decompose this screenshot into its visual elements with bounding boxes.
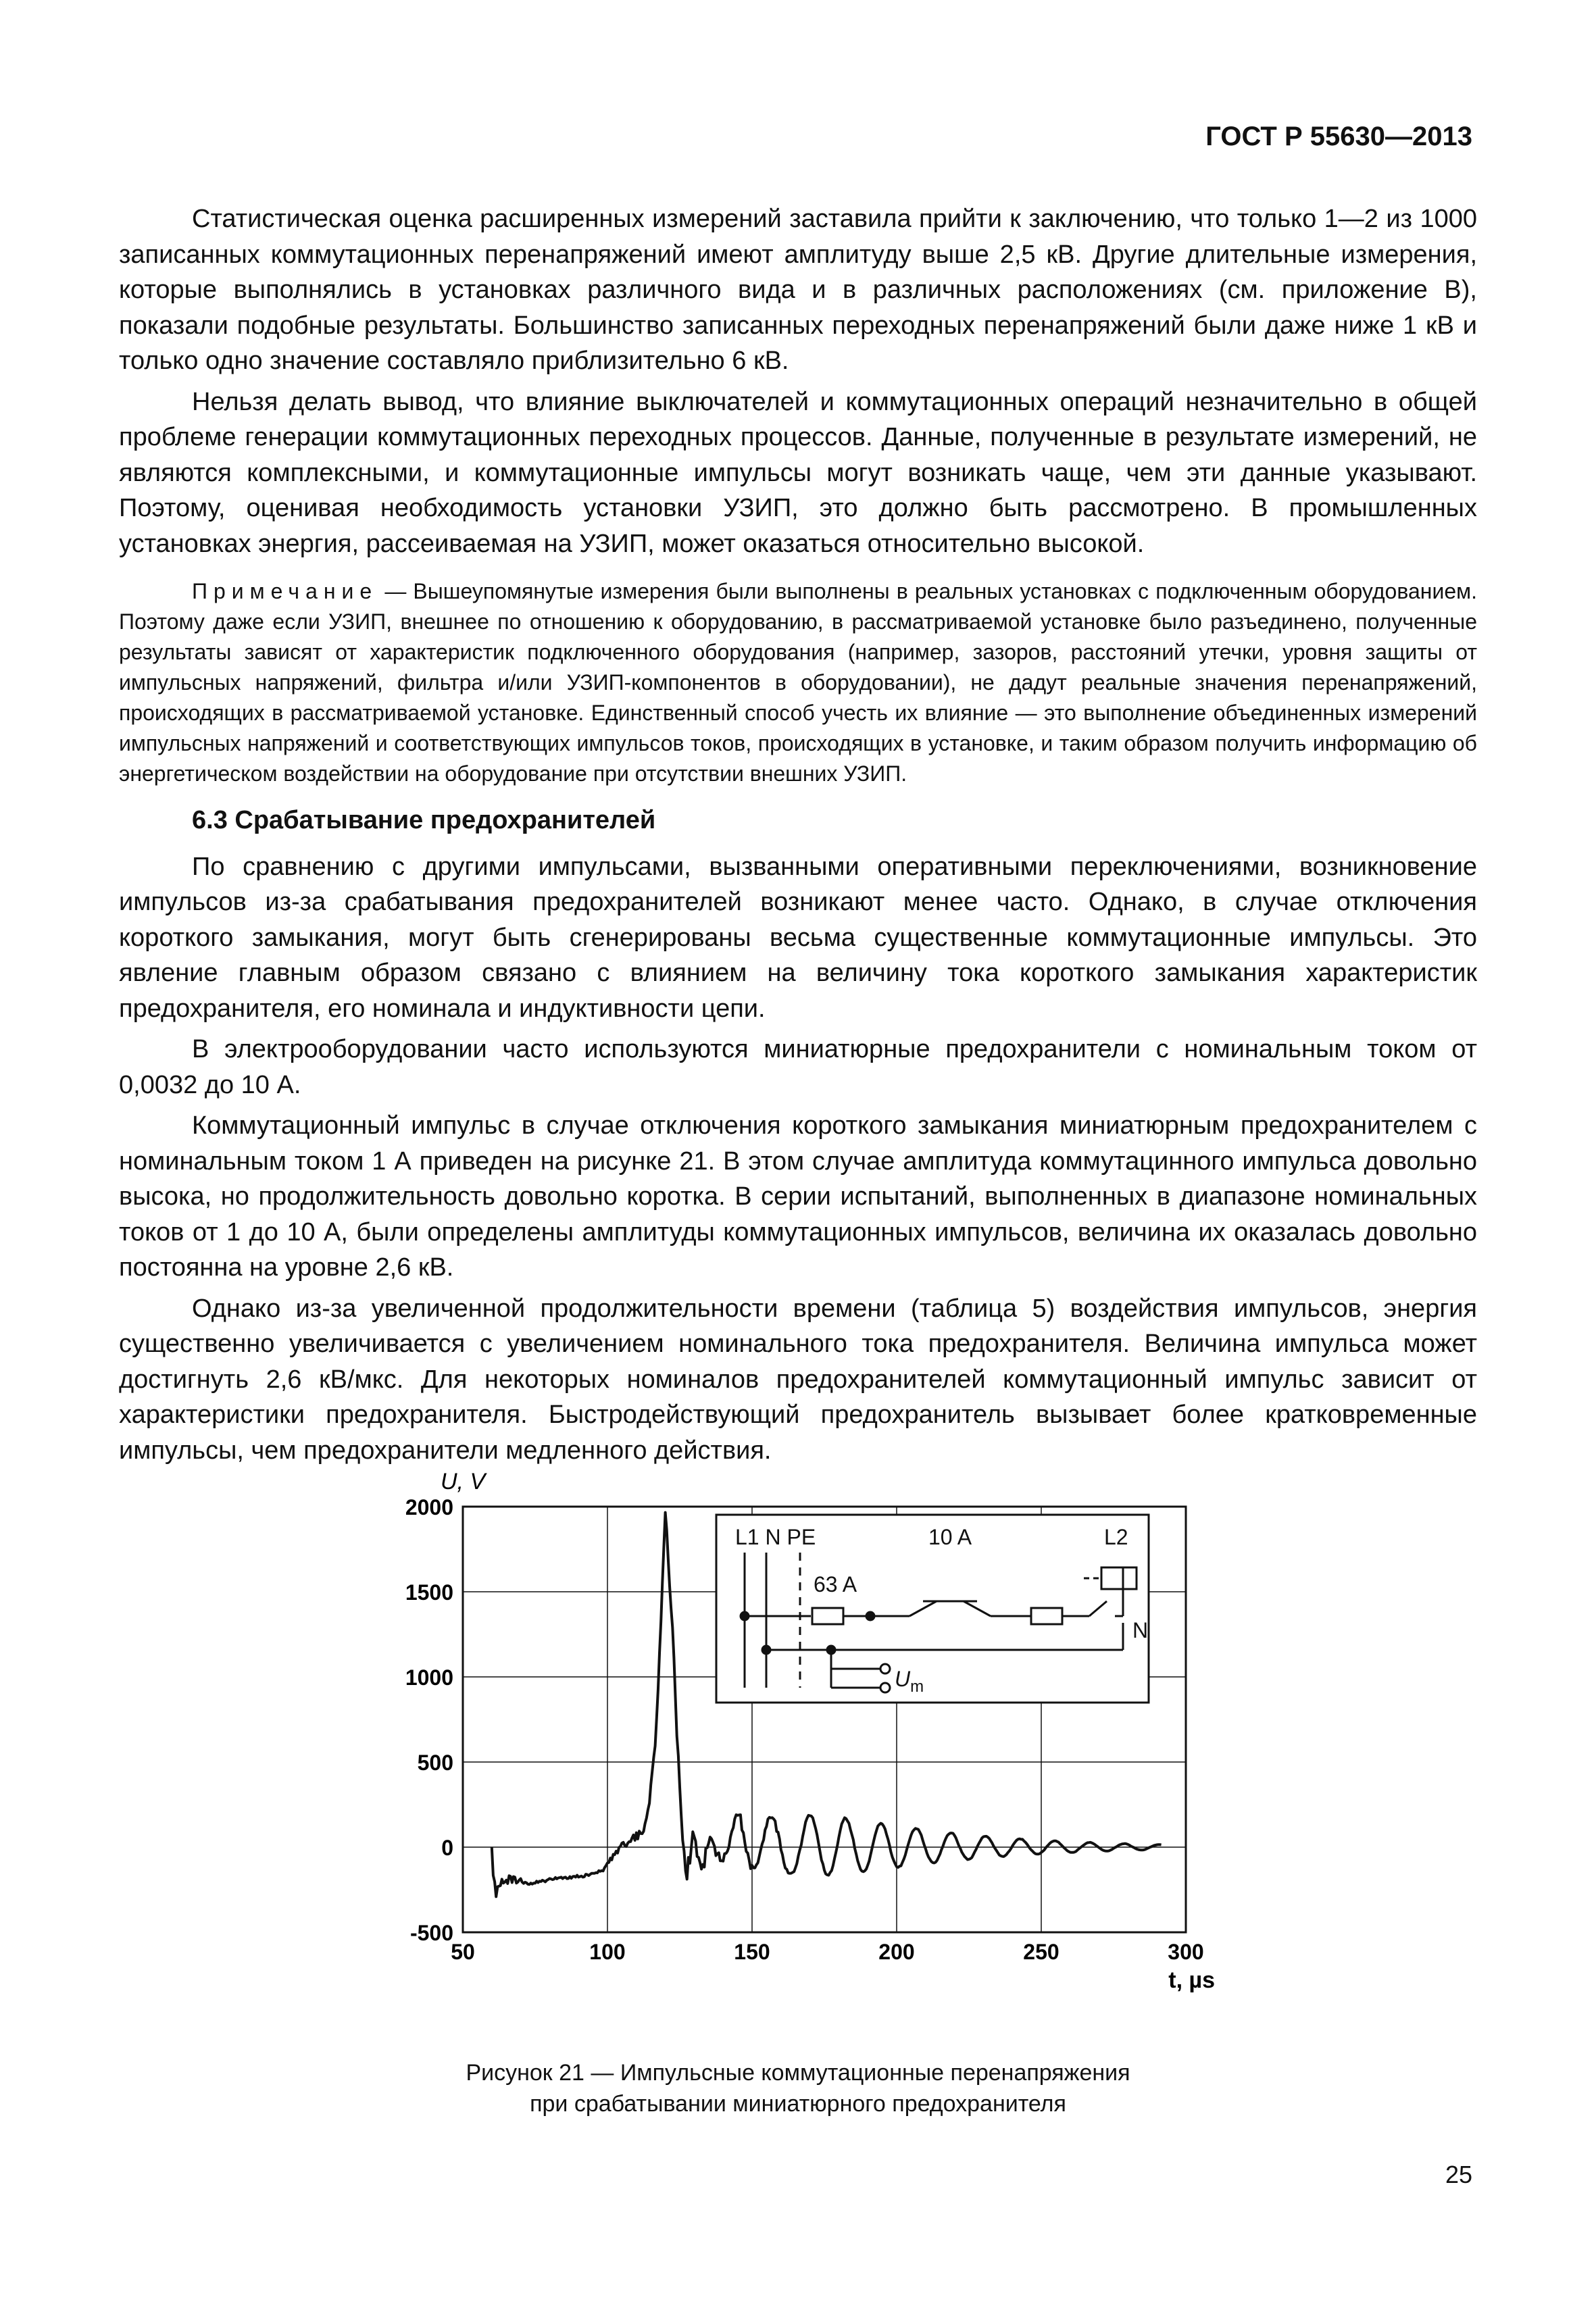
inset-label-breaker: 10 A — [928, 1525, 972, 1549]
y-tick-label: 1500 — [405, 1580, 453, 1605]
y-tick-label: 500 — [417, 1751, 453, 1775]
paragraph: По сравнению с другими импульсами, вызванными оперативными переключениями, возникновение импульсов из-за срабатывания предохранителей возникают менее часто. Однако, в случае отключения короткого замыкания, могут быть сгенерированы весьма существенные коммутационные импульсы. Это явление главным образом связано с влиянием на величину тока короткого замыкания характеристик предохранителя, его номинала и индуктивности цепи. — [119, 852, 1477, 1023]
section-title: 6.3 Срабатывание предохранителей — [192, 806, 656, 834]
caption-line: при срабатывании миниатюрного предохранителя — [530, 2091, 1066, 2117]
junction — [866, 1612, 874, 1620]
paragraph: Однако из-за увеличенной продолжительности времени (таблица 5) воздействия импульсов, энергия существенно увеличивается с увеличением номинального тока предохранителя. Величина импульса может достигнуть 2,6 кВ/мкс. Для некоторых номиналов предохранителей коммутационный импульс зависит от характеристики предохранителя. Быстродействующий предохранитель вызывает более кратковременные импульсы, чем предохранители медленного действия. — [119, 1294, 1477, 1465]
y-tick-label: 2000 — [405, 1495, 453, 1519]
inset-label-lines: L1 N PE — [735, 1525, 816, 1549]
note-text: — Вышеупомянутые измерения были выполнены в реальных установках с подключенным оборудованием. Поэтому даже если УЗИП, внешнее по отношению к оборудованию, в рассматриваемой установке было разъединено, полученные результаты зависят от характеристик подключенного оборудования (например, зазоров, расстояний утечки, уровня защиты от импульсных напряжений, фильтра и/или УЗИП-компонентов в оборудовании), не дадут реальные значения перенапряжений, происходящих в рассматриваемой установке. Единственный способ учесть их влияние — это выполнение объединенных измерений импульсных напряжений и соответствующих импульсов токов, происходящих в установке, и таким образом получить информацию об энергетическом воздействии на оборудование при отсутствии внешних УЗИП. — [119, 579, 1478, 786]
y-tick-label: -500 — [409, 1921, 453, 1945]
x-tick-label: 100 — [589, 1940, 626, 1964]
y-axis-label: U, V — [441, 1469, 486, 1494]
paragraph: Статистическая оценка расширенных измерений заставила прийти к заключению, что только 1—2 из 1000 записанных коммутационных перенапряжений имеют амплитуду выше 2,5 кВ. Другие длительные измерения, которые выполнялись в установках различного вида и в различных расположениях (см. приложение В), показали подобные результаты. Большинство записанных переходных перенапряжений были даже ниже 1 кВ и только одно значение составляло приблизительно 6 кВ. — [119, 205, 1477, 375]
inset-label-l2: L2 — [1104, 1525, 1128, 1549]
x-axis-label: t, µs — [1168, 1967, 1215, 1993]
y-tick-label: 1000 — [405, 1665, 453, 1690]
inset-label-n: N — [1132, 1618, 1149, 1642]
x-tick-label: 250 — [1023, 1940, 1059, 1964]
junction — [741, 1612, 749, 1620]
junction — [762, 1646, 770, 1654]
paragraph: Нельзя делать вывод, что влияние выключателей и коммутационных операций незначительно в общей проблеме генерации коммутационных переходных процессов. Данные, полученные в результате измерений, не являются комплексными, и коммутационные импульсы могут возникать чаще, чем эти данные указывают. Поэтому, оценивая необходимость установки УЗИП, это должно быть рассмотрено. В промышленных установках энергия, рассеиваемая на УЗИП, может оказаться относительно высокой. — [119, 387, 1477, 558]
x-tick-label: 300 — [1168, 1940, 1204, 1964]
body-text — [119, 201, 1477, 1474]
paragraph: В электрооборудовании часто используются миниатюрные предохранители с номинальным током от 0,0032 до 10 А. — [119, 1035, 1477, 1099]
x-tick-label: 200 — [878, 1940, 915, 1964]
caption-line: Рисунок 21 — Импульсные коммутационные перенапряжения — [466, 2060, 1130, 2086]
inset-label-fuse: 63 A — [814, 1572, 857, 1596]
inset-label-um: $U_m$ — [895, 1667, 924, 1696]
document-id: ГОСТ Р 55630—2013 — [1205, 122, 1472, 151]
x-tick-label: 150 — [734, 1940, 770, 1964]
figure-caption — [0, 2057, 1596, 2119]
junction — [827, 1646, 835, 1654]
y-tick-label: 0 — [441, 1836, 453, 1860]
paragraph: Коммутационный импульс в случае отключения короткого замыкания миниатюрным предохранителем с номинальным током 1 А приведен на рисунке 21. В этом случае амплитуда коммутацинного импульса довольно высока, но продолжительность довольно коротка. В серии испытаний, выполненных в диапазоне номинальных токов от 1 до 10 А, были определены амплитуды коммутационных импульсов, величина их оказалась довольно постоянна на уровне 2,6 кВ. — [119, 1111, 1477, 1282]
terminal — [880, 1664, 890, 1674]
note-label: Примечание — [192, 579, 378, 603]
x-tick-label: 50 — [451, 1940, 475, 1964]
page-number: 25 — [1445, 2161, 1472, 2188]
note — [119, 576, 1477, 789]
terminal — [880, 1683, 890, 1692]
figure-21 — [365, 1466, 1243, 2020]
voltage-chart — [365, 1466, 1243, 2020]
